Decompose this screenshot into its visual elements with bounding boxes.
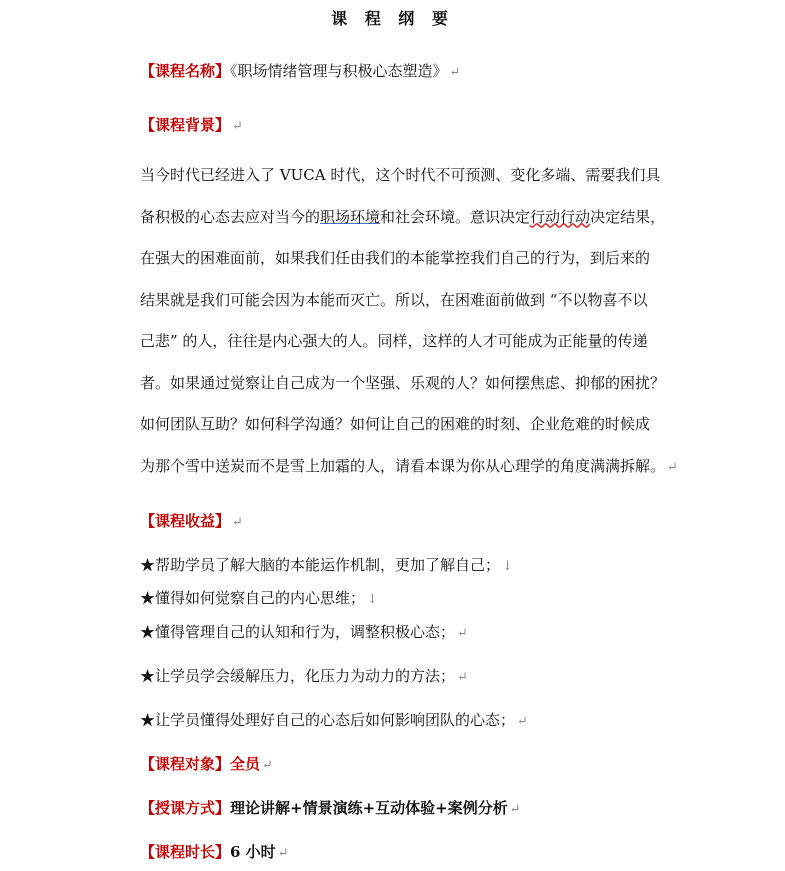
audience-label: 【课程对象】 [140, 755, 231, 773]
benefit-item [140, 554, 513, 575]
benefit-item [140, 709, 528, 730]
paragraph-mark: ↵ [457, 670, 468, 685]
paragraph-mark: ↵ [232, 515, 243, 530]
course-name-row [140, 60, 460, 81]
paragraph-line: 结果就是我们可能会因为本能而灭亡。所以，在困难面前做到 “不以物喜不以 [140, 290, 648, 309]
paragraph-mark: ↵ [277, 846, 289, 861]
text-run: 决定结果， [590, 207, 666, 226]
audience-row [140, 753, 273, 774]
benefit-text: ★让学员懂得处理好自己的心态后如何影响团队的心态； [140, 711, 516, 729]
grammar-underlined-text: 职场环境 [320, 207, 381, 226]
background-label: 【课程背景】 [140, 116, 231, 134]
method-value: 理论讲解+情景演练+互动体验+案例分析 [230, 799, 508, 817]
paragraph-line: 如何团队互助？如何科学沟通？如何让自己的困难的时刻、企业危难的时候成 [140, 415, 651, 433]
paragraph-mark: ↵ [232, 119, 243, 134]
line-break-mark: ↓ [367, 592, 378, 607]
spellcheck-underlined-text: 行动行动 [530, 207, 591, 226]
benefit-text: ★懂得如何觉察自己的内心思维； [140, 589, 366, 607]
paragraph-mark: ↵ [262, 758, 273, 773]
paragraph-line: 在强大的困难面前，如果我们任由我们的本能掌控我们自己的行为，到后来的 [140, 249, 651, 267]
benefit-text: ★让学员学会缓解压力，化压力为动力的方法； [140, 667, 456, 685]
paragraph-mark: ↵ [517, 714, 528, 729]
benefit-text: ★帮助学员了解大脑的本能运作机制，更加了解自己； [140, 556, 501, 574]
paragraph-line [140, 202, 700, 244]
benefits-label: 【课程收益】 [140, 512, 231, 530]
duration-label: 【课程时长】 [140, 843, 231, 861]
paragraph-line: 当今时代已经进入了 VUCA 时代，这个时代不可预测、变化多端、需要我们具 [140, 166, 661, 184]
benefit-item [140, 587, 378, 608]
line-break-mark: ↓ [502, 559, 513, 574]
duration-row [140, 841, 289, 862]
paragraph-mark: ↵ [667, 459, 678, 475]
text-run: 备积极的心态去应对当今的 [140, 207, 321, 226]
text-run: 和社会环境。意识决定 [380, 207, 531, 226]
background-paragraph [140, 160, 700, 492]
benefit-item [140, 665, 468, 686]
text-run: 为那个雪中送炭而不是雪上加霜的人，请看本课为你从心理学的角度满满拆解。 [140, 456, 666, 475]
method-row [140, 797, 521, 818]
paragraph-line [140, 451, 700, 493]
course-name-label: 【课程名称】 [140, 62, 231, 80]
duration-value: 6 小时 [230, 843, 276, 861]
paragraph-line: 者。如果通过觉察让自己成为一个坚强、乐观的人？如何摆焦虑、抑郁的困扰？ [140, 373, 666, 392]
course-name-value: 《职场情绪管理与积极心态塑造》 [230, 62, 448, 80]
paragraph-mark: ↵ [509, 802, 521, 817]
background-heading [140, 114, 243, 135]
benefit-item [140, 621, 468, 642]
audience-value: 全员 [230, 755, 261, 773]
paragraph-mark: ↵ [449, 65, 461, 80]
method-label: 【授课方式】 [140, 799, 231, 817]
benefits-heading [140, 510, 243, 531]
paragraph-line: 己悲” 的人，往往是内心强大的人。同样，这样的人才可能成为正能量的传递 [140, 332, 648, 350]
paragraph-mark: ↵ [457, 626, 468, 641]
benefit-text: ★懂得管理自己的认知和行为，调整积极心态； [140, 623, 456, 641]
page-title: 课 程 纲 要 [331, 9, 454, 28]
